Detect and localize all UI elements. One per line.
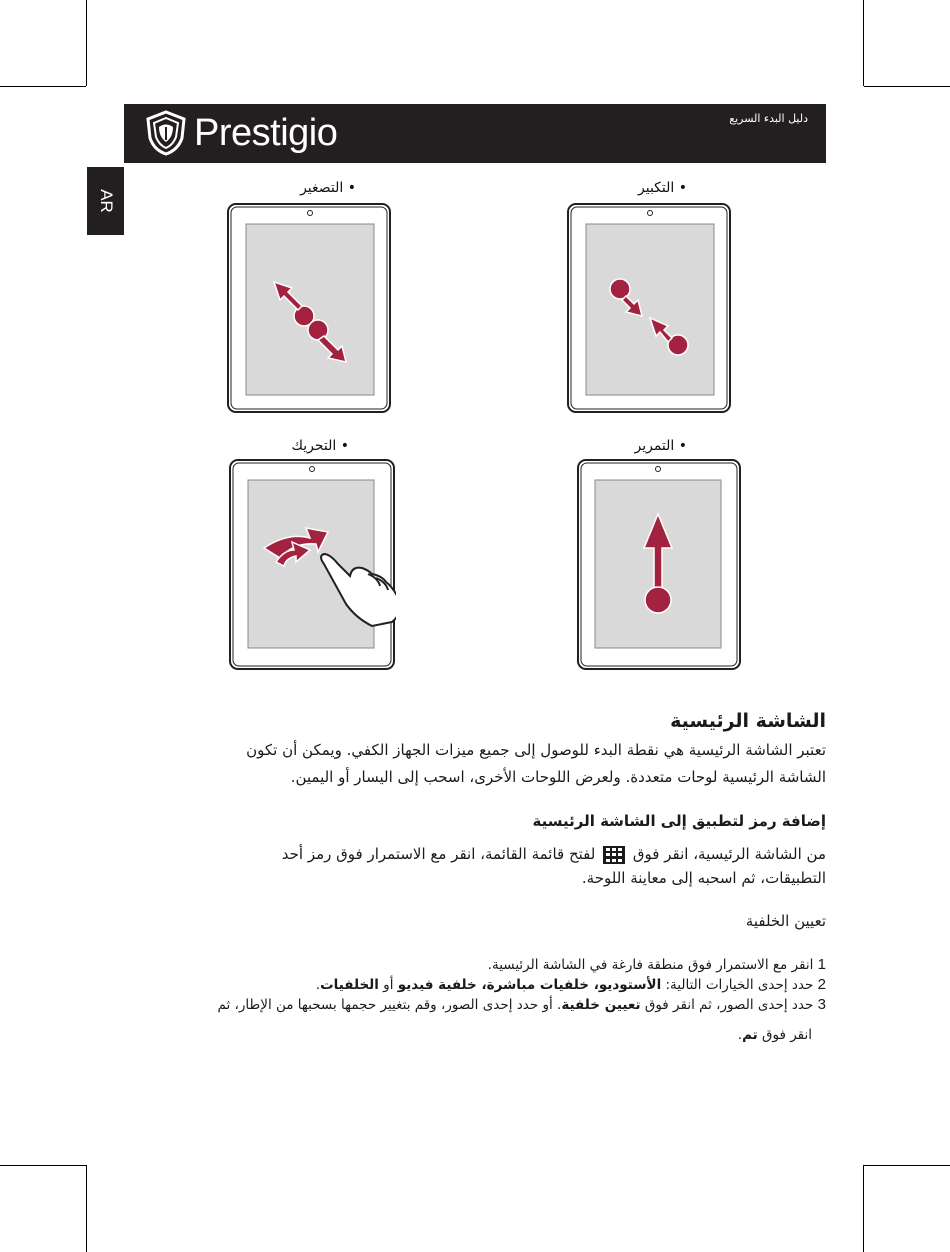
wallpaper-steps bbox=[140, 955, 826, 1045]
step-text: انقر فوق bbox=[757, 1027, 812, 1043]
step-text: أو bbox=[378, 977, 398, 993]
step-item bbox=[140, 1025, 826, 1045]
paragraph-line bbox=[140, 842, 826, 866]
paragraph-line: التطبيقات، ثم اسحبه إلى معاينة اللوحة. bbox=[581, 869, 826, 887]
step-item bbox=[140, 955, 826, 975]
step-bold-text: الخلفيات bbox=[320, 977, 379, 993]
step-number: 1 bbox=[817, 956, 826, 973]
step-number: 2 bbox=[817, 976, 826, 993]
tablet-drag-illustration bbox=[228, 458, 396, 673]
step-bold-text: الأستوديو، خلفيات مباشرة، خلفية فيديو bbox=[397, 977, 662, 993]
crop-mark bbox=[86, 1165, 87, 1252]
crop-mark bbox=[864, 86, 950, 87]
tablet-zoom-out-illustration bbox=[226, 202, 394, 416]
tablet-zoom-in-illustration bbox=[566, 202, 734, 416]
step-bold-text: تم bbox=[742, 1027, 758, 1043]
prestigio-shield-icon bbox=[144, 110, 188, 156]
language-tab bbox=[87, 167, 124, 235]
header-title: دليل البدء السريع bbox=[729, 112, 808, 125]
app-drawer-grid-icon bbox=[603, 846, 625, 864]
add-icon-paragraph bbox=[140, 842, 826, 890]
crop-mark bbox=[0, 1165, 86, 1166]
tablet-scroll-illustration bbox=[576, 458, 742, 673]
step-bold-text: تعيين خلفية bbox=[561, 997, 641, 1013]
header-bar bbox=[124, 104, 826, 163]
crop-mark bbox=[863, 1165, 864, 1252]
step-text: انقر مع الاستمرار فوق منطقة فارغة في الشاشة الرئيسية. bbox=[487, 957, 814, 973]
step-item bbox=[140, 995, 826, 1015]
gesture-label-drag: • التحريك bbox=[291, 438, 349, 454]
section-title-add-icon: إضافة رمز لتطبيق إلى الشاشة الرئيسية bbox=[532, 812, 826, 830]
step-text: . bbox=[315, 977, 321, 993]
step-text: . أو حدد إحدى الصور، وقم بتغيير حجمها بسحبها من الإطار، ثم bbox=[217, 997, 562, 1013]
crop-mark bbox=[0, 86, 86, 87]
paragraph-text: من الشاشة الرئيسية، انقر فوق bbox=[632, 845, 826, 863]
brand-wordmark: Prestigio bbox=[194, 112, 338, 154]
crop-mark bbox=[864, 1165, 950, 1166]
crop-mark bbox=[86, 0, 87, 86]
language-code: AR bbox=[96, 189, 116, 213]
gesture-label-zoom-in: • التكبير bbox=[638, 180, 687, 196]
home-screen-paragraph bbox=[140, 737, 826, 791]
gesture-label-scroll: • التمرير bbox=[634, 438, 687, 454]
step-text: حدد إحدى الصور، ثم انقر فوق bbox=[640, 997, 814, 1013]
paragraph-line: تعتبر الشاشة الرئيسية هي نقطة البدء للوصول إلى جميع ميزات الجهاز الكفي. ويمكن أن تكون bbox=[246, 741, 826, 759]
section-title-home-screen: الشاشة الرئيسية bbox=[670, 710, 826, 732]
step-text: حدد إحدى الخيارات التالية: bbox=[661, 977, 814, 993]
step-number: 3 bbox=[817, 996, 826, 1013]
crop-mark bbox=[863, 0, 864, 86]
step-text: . bbox=[737, 1027, 743, 1043]
paragraph-text: لفتح قائمة القائمة، انقر مع الاستمرار فوق رمز أحد bbox=[281, 845, 596, 863]
step-item bbox=[140, 975, 826, 995]
brand-logo bbox=[144, 110, 337, 156]
paragraph-line: الشاشة الرئيسية لوحات متعددة. ولعرض اللوحات الأخرى، اسحب إلى اليسار أو اليمين. bbox=[290, 768, 826, 786]
section-title-wallpaper: تعيين الخلفية bbox=[745, 912, 826, 930]
gesture-label-zoom-out: • التصغير bbox=[300, 180, 356, 196]
